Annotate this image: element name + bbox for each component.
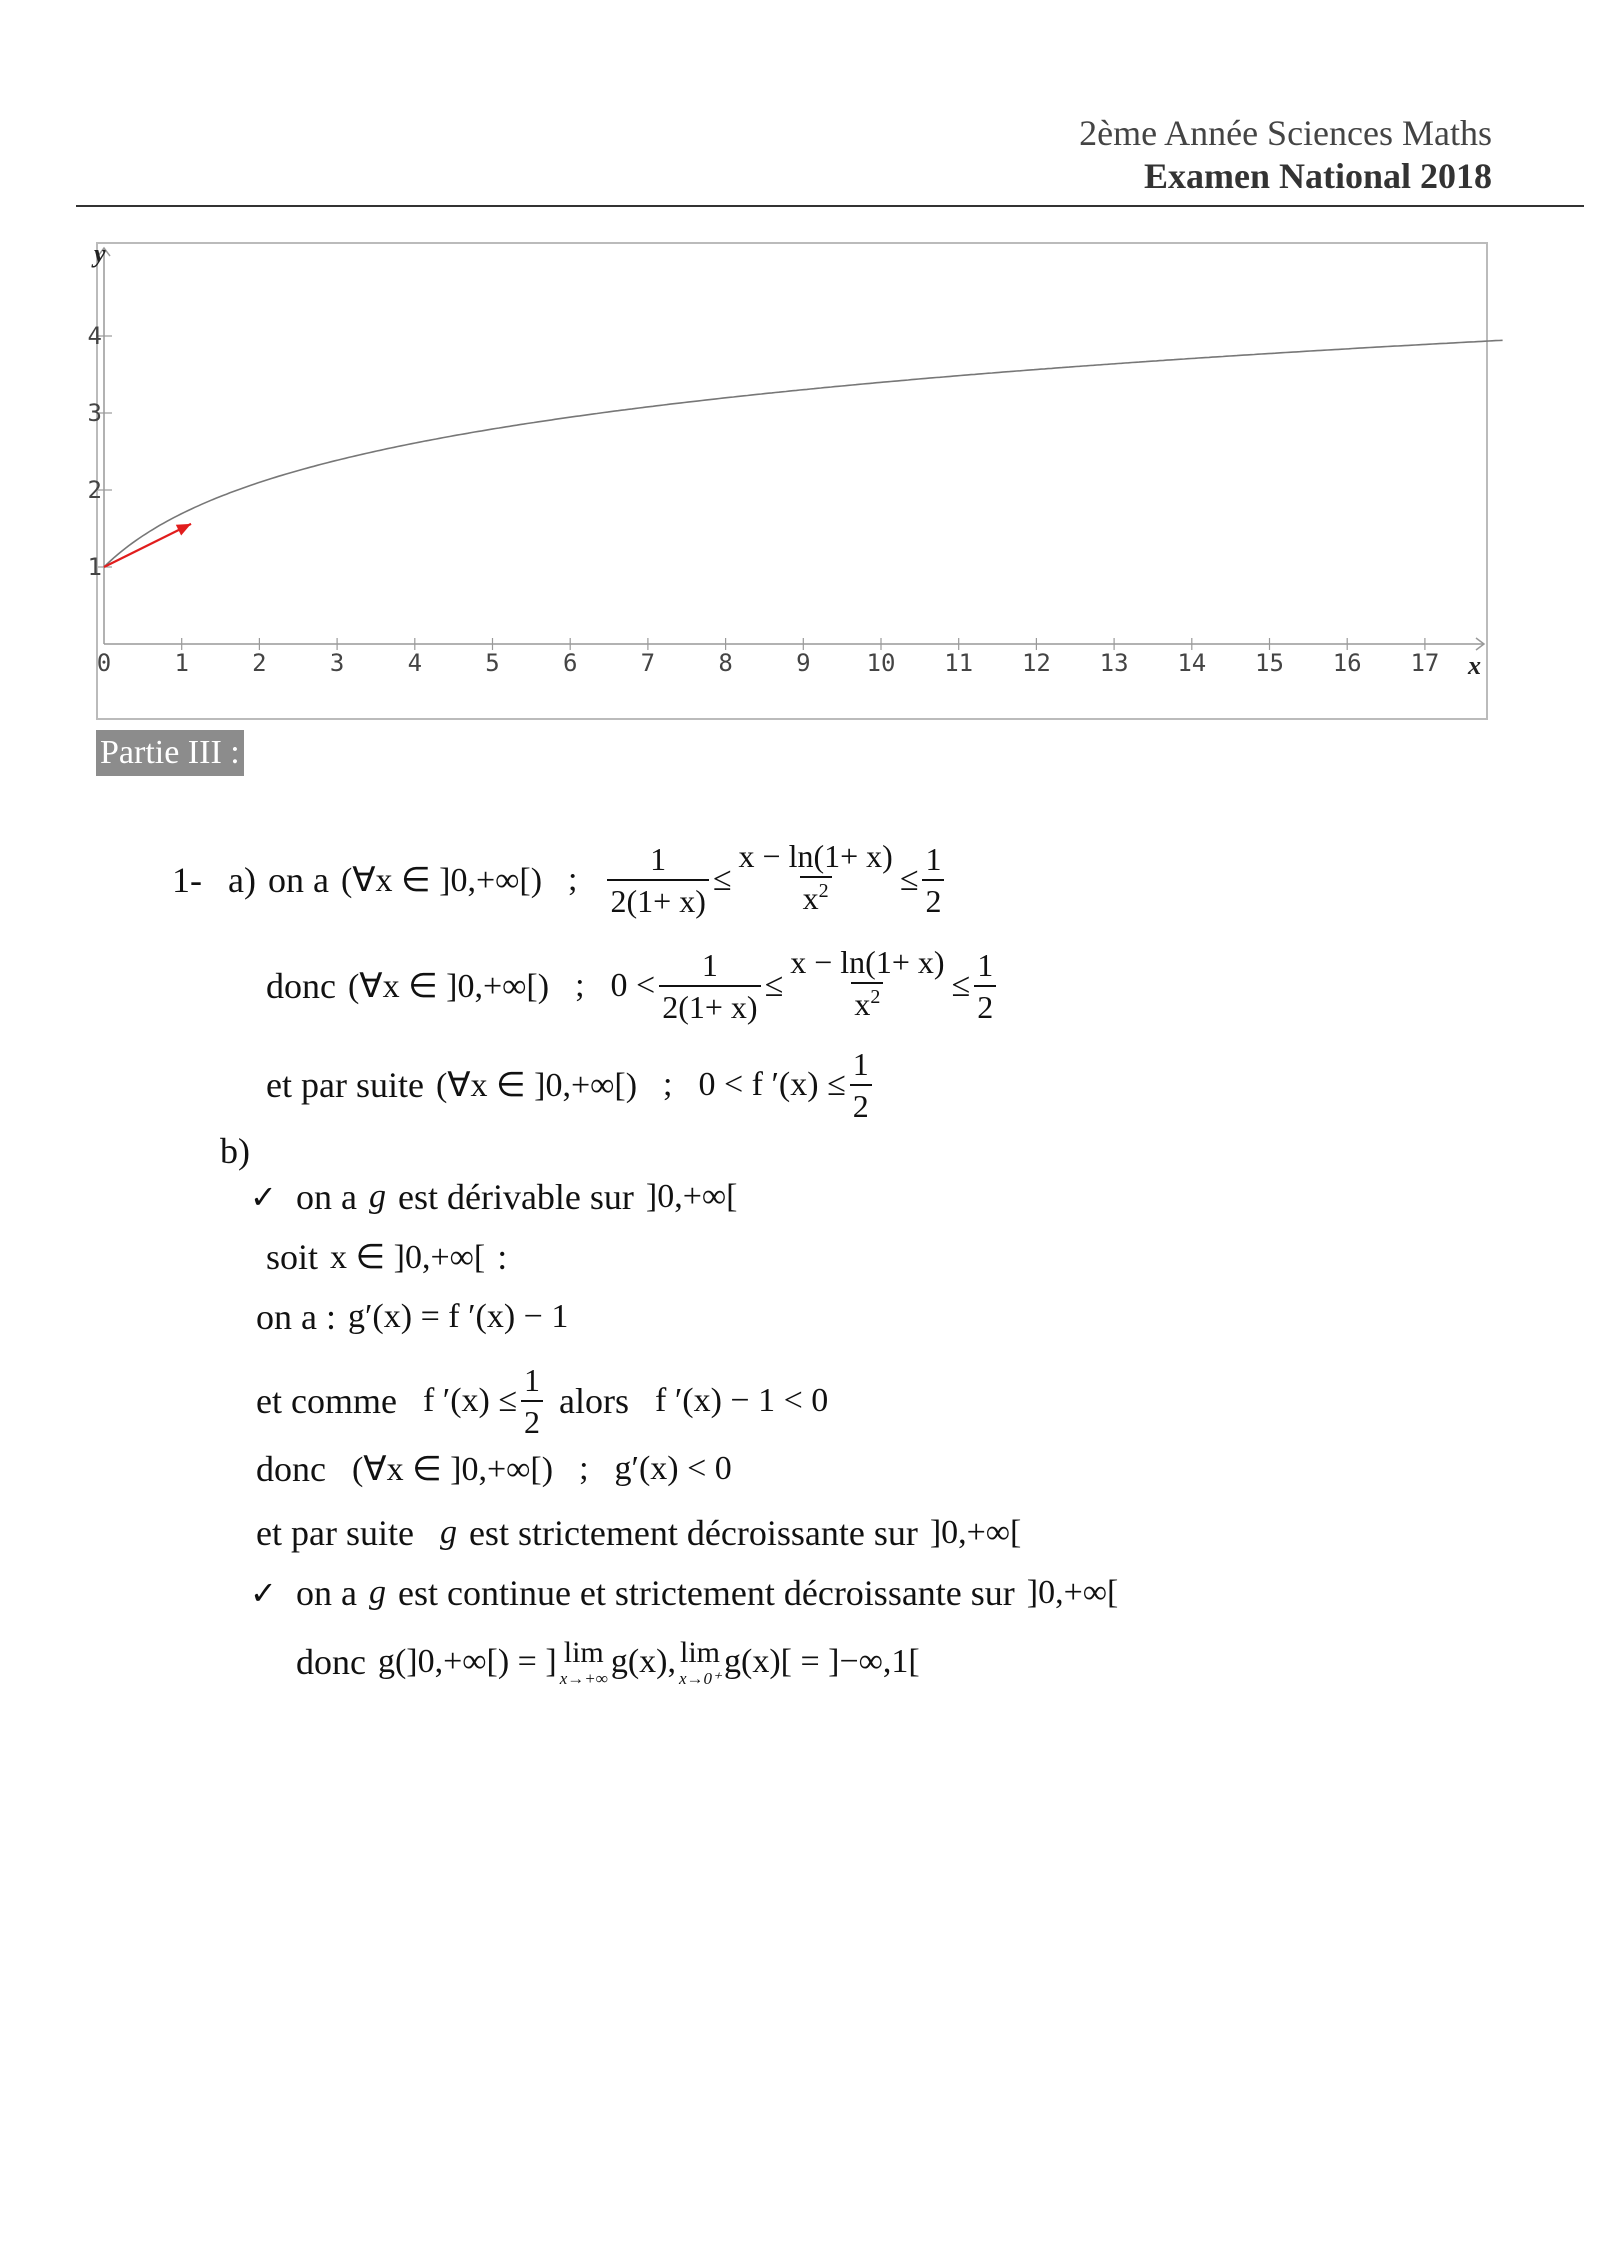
section-title: Partie III : xyxy=(96,730,244,776)
x-tick-label: 8 xyxy=(718,649,733,677)
x-tick-label: 6 xyxy=(562,649,578,677)
q1b-l4-text: et comme xyxy=(256,1381,397,1421)
separator: ; xyxy=(568,860,578,898)
quantifier: (∀x ∈ ]0,+∞[) xyxy=(340,861,543,899)
checkmark-icon: ✓ xyxy=(250,1178,277,1216)
question-number: 1- xyxy=(172,859,202,900)
x-tick-label: 10 xyxy=(866,649,896,677)
derivative-bound: 0 < f ′(x) ≤ xyxy=(698,1066,846,1103)
limit-plus-infinity: lim x→+∞ xyxy=(559,1636,608,1688)
x-tick-label: 14 xyxy=(1177,649,1207,677)
limit-zero-plus: lim x→0⁺ xyxy=(678,1636,722,1688)
x-tick-label: 0 xyxy=(96,649,112,677)
q1b-l6-text: et par suite xyxy=(256,1513,414,1553)
q1b-l1-text: on a xyxy=(296,1177,357,1217)
y-tick-label: 3 xyxy=(87,399,102,427)
var-g: g xyxy=(439,1514,457,1551)
x-tick-label: 11 xyxy=(944,649,974,677)
part-a-label: a) xyxy=(228,859,256,900)
q1a-line3 xyxy=(266,1044,876,1126)
x-tick-label: 12 xyxy=(1021,649,1051,677)
graph-canvas xyxy=(87,239,1488,720)
q1b-line6 xyxy=(256,1512,1021,1554)
header-rule xyxy=(76,205,1584,207)
derivative-negative: g′(x) < 0 xyxy=(614,1450,732,1487)
quantifier: (∀x ∈ ]0,+∞[) xyxy=(435,1067,638,1104)
x-tick-label: 7 xyxy=(640,649,656,677)
limit-mid: g(x), xyxy=(610,1643,676,1680)
le-sign: ≤ xyxy=(899,860,919,898)
q1a-line2 xyxy=(266,942,1000,1029)
x-tick-label: 16 xyxy=(1332,649,1362,677)
y-tick-label: 2 xyxy=(87,476,102,504)
x-tick-label: 15 xyxy=(1255,649,1284,677)
lead-ineq: 0 < xyxy=(610,966,656,1004)
le-sign: ≤ xyxy=(764,966,784,1004)
separator: ; xyxy=(663,1066,673,1103)
negative-expr: f ′(x) − 1 < 0 xyxy=(655,1382,829,1419)
fraction-upper: $\frac{1}{2}$ xyxy=(974,945,996,1027)
q1b-l6-text2: est strictement décroissante sur xyxy=(468,1513,918,1553)
q1a-l2-text: donc xyxy=(266,965,336,1006)
interval: ]0,+∞[ xyxy=(929,1514,1022,1551)
q1b-line7 xyxy=(250,1572,1118,1614)
separator: ; xyxy=(579,1450,589,1487)
part-b-label: b) xyxy=(220,1131,250,1171)
y-tick-label: 4 xyxy=(87,322,102,350)
le-sign: ≤ xyxy=(951,966,971,1004)
limit-result: g(x)[ = ]−∞,1[ xyxy=(724,1643,920,1680)
var-g: g xyxy=(368,1178,386,1215)
domain-expr: x ∈ ]0,+∞[ xyxy=(330,1239,486,1276)
checkmark-icon: ✓ xyxy=(250,1574,277,1612)
quantifier: (∀x ∈ ]0,+∞[) xyxy=(351,1451,554,1488)
q1b-line3 xyxy=(256,1296,568,1338)
q1b-l8-text: donc xyxy=(296,1642,366,1682)
x-tick-label: 13 xyxy=(1099,649,1129,677)
colon: : xyxy=(497,1237,508,1277)
fraction-lower: $\frac{1}{2(1+ x)}$ xyxy=(659,945,760,1027)
q1a-l1-text: on a xyxy=(267,859,329,900)
axis-y-label: y xyxy=(94,239,106,268)
separator: ; xyxy=(575,966,585,1004)
quantifier: (∀x ∈ ]0,+∞[) xyxy=(347,967,550,1005)
graph-frame xyxy=(97,243,1487,719)
header-title: Examen National 2018 xyxy=(1143,156,1492,196)
x-tick-label: 4 xyxy=(407,649,423,677)
fraction-half: $\frac{1}{2}$ xyxy=(850,1044,872,1126)
x-tick-label: 3 xyxy=(329,649,345,677)
y-tick-label: 1 xyxy=(87,553,102,581)
q1b-line1 xyxy=(250,1176,737,1218)
fraction-main: $\frac{x - \ln(1+ x)}{x^2}$ xyxy=(736,836,896,923)
q1b-l7-text: on a xyxy=(296,1573,357,1613)
q1b-l7-text2: est continue et strictement décroissante sur xyxy=(397,1573,1015,1613)
fraction-half: $\frac{1}{2}$ xyxy=(521,1360,543,1442)
x-tick-label: 1 xyxy=(174,649,189,677)
fraction-lower: $\frac{1}{2(1+ x)}$ xyxy=(607,839,708,921)
le-sign: ≤ xyxy=(712,860,732,898)
q1b-l3-text: on a : xyxy=(256,1297,336,1337)
fraction-main: $\frac{x - \ln(1+ x)}{x^2}$ xyxy=(787,942,947,1029)
q1b-line8 xyxy=(296,1636,920,1688)
derivative-bound: f ′(x) ≤ xyxy=(422,1382,518,1419)
derivative-expr: g′(x) = f ′(x) − 1 xyxy=(347,1298,569,1335)
q1b-line5 xyxy=(256,1448,732,1490)
q1b-line4 xyxy=(256,1360,828,1442)
x-tick-label: 5 xyxy=(485,649,500,677)
x-tick-label: 2 xyxy=(252,649,267,677)
q1a-l3-text: et par suite xyxy=(266,1065,424,1105)
image-expr: g(]0,+∞[) = ] xyxy=(377,1643,557,1680)
fraction-upper: $\frac{1}{2}$ xyxy=(922,839,944,921)
q1b-l2-text: soit xyxy=(266,1237,319,1277)
var-g: g xyxy=(368,1574,386,1611)
x-tick-label: 17 xyxy=(1410,649,1440,677)
q1b-l5-text: donc xyxy=(256,1449,326,1489)
q1b-l4-text2: alors xyxy=(559,1381,630,1421)
header-subtitle: 2ème Année Sciences Maths xyxy=(1079,113,1492,153)
function-graph xyxy=(87,239,1488,720)
axis-x-label: x xyxy=(1468,651,1481,680)
interval: ]0,+∞[ xyxy=(645,1178,738,1215)
q1b-line2 xyxy=(266,1236,507,1278)
q1b-l1-text2: est dérivable sur xyxy=(397,1177,634,1217)
interval: ]0,+∞[ xyxy=(1026,1574,1119,1611)
q1a-line1 xyxy=(172,836,948,923)
x-tick-label: 9 xyxy=(796,649,811,677)
